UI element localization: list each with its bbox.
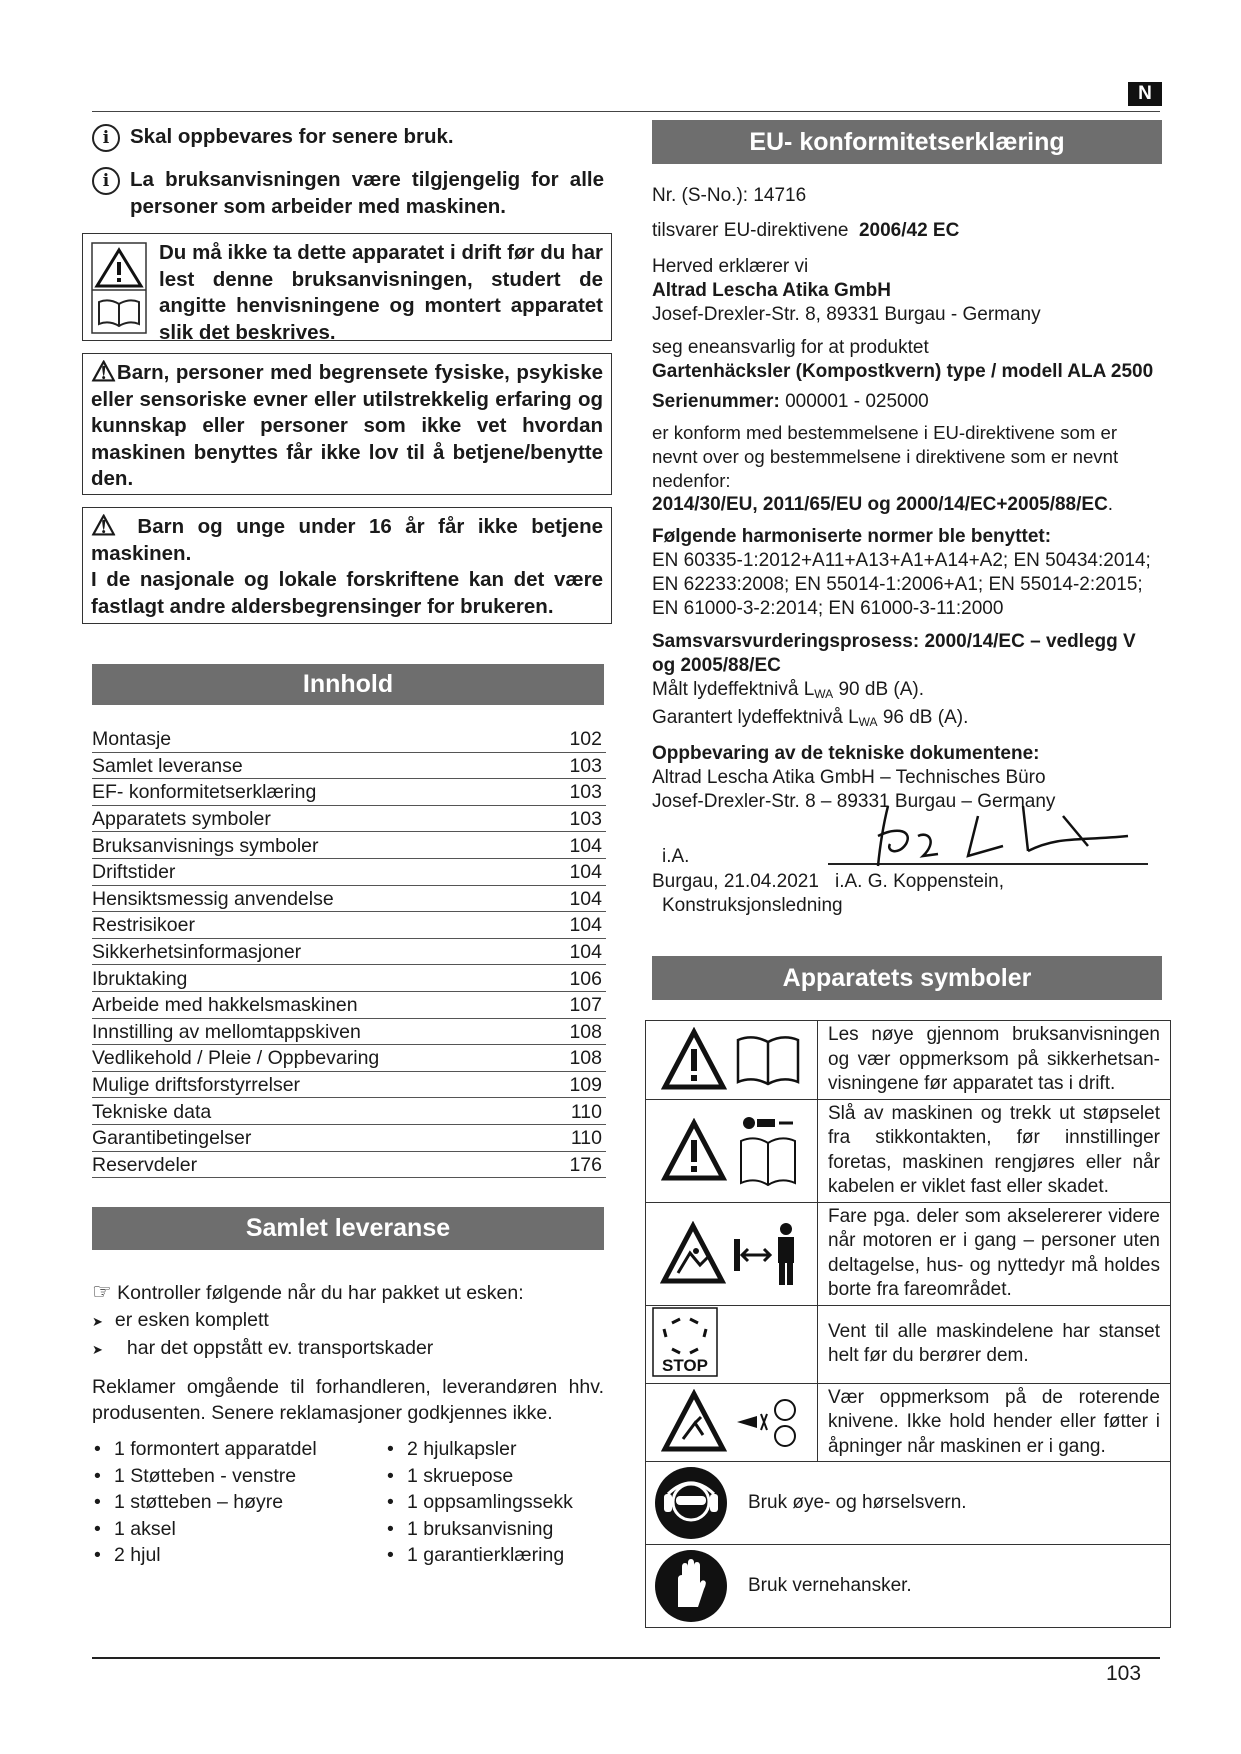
delivery-item-text: 1 formontert apparatdel [114, 1438, 317, 1460]
delivery-item [387, 1542, 637, 1569]
warning-triangle-icon: ⚠ [91, 356, 117, 387]
harmonized-line: EN 61000-3-2:2014; EN 61000-3-11:2000 [652, 598, 1004, 619]
contents-label: EF- konformitetserklæring [92, 779, 548, 806]
bullet-icon: • [94, 1517, 101, 1540]
contents-label: Arbeide med hakkelsmaskinen [92, 991, 548, 1018]
read-manual-icon [733, 1030, 803, 1090]
bullet-icon: • [387, 1544, 394, 1566]
contents-label: Driftstider [92, 858, 548, 885]
info-text-access: La bruksanvisningen være tilgjengelig for alle personer som arbeider med maskinen. [130, 168, 604, 218]
contents-row [92, 858, 606, 885]
company-address: Josef-Drexler-Str. 8, 89331 Burgau - Germany [652, 304, 1041, 325]
warning-triangle-icon [661, 1118, 727, 1184]
hand-pointer-icon: ☞ [92, 1279, 112, 1304]
harmonized-line: EN 62233:2008; EN 55014-1:2006+A1; EN 55014-2:2015; [652, 574, 1143, 595]
top-divider [92, 111, 1160, 112]
contents-page: 109 [548, 1071, 606, 1098]
delivery-item [387, 1489, 637, 1516]
bottom-divider [92, 1657, 1160, 1659]
contents-label: Ibruktaking [92, 965, 548, 992]
delivery-item-text: 1 bruksanvisning [407, 1517, 554, 1540]
symbol-row [646, 1462, 1171, 1545]
delivery-item [387, 1436, 637, 1463]
contents-label: Bruksanvisnings symboler [92, 832, 548, 859]
contents-row [92, 885, 606, 912]
symbol-row [646, 1202, 1171, 1305]
eye-ear-protection-icon [654, 1466, 728, 1540]
symbol-text: Vær oppmerksom på de roterende knivene. Ikke hold hender eller føtter i åpninger når maskinen er i gang. [818, 1383, 1171, 1462]
symbols-heading: Apparatets symboler [652, 956, 1162, 1000]
info-icon: i [92, 124, 120, 152]
measured-noise-prefix: Målt lydeffektnivå L [652, 679, 815, 700]
contents-row [92, 991, 606, 1018]
contents-row [92, 779, 606, 806]
conformity-procedure: Samsvarsvurderingsprosess: 2000/14/EC – vedlegg V og 2005/88/EC [652, 631, 1136, 676]
bullet-icon: • [94, 1544, 101, 1566]
symbol-row [646, 1305, 1171, 1383]
info-line-store [92, 123, 604, 152]
delivery-item-text: 1 støtteben – høyre [114, 1491, 284, 1513]
delivery-item [94, 1542, 384, 1569]
signatory-role: Konstruksjonsledning [662, 895, 843, 916]
contents-table [92, 726, 606, 1178]
bullet-icon: • [387, 1464, 394, 1487]
warning-box-age [82, 507, 612, 624]
warning-text-age: Barn og unge under 16 år får ikke betjene maskinen. [91, 515, 603, 565]
contents-page: 103 [548, 779, 606, 806]
contents-label: Apparatets symboler [92, 805, 548, 832]
flying-debris-warning-icon [660, 1221, 726, 1287]
serial-number-doc: Nr. (S-No.): 14716 [652, 185, 807, 206]
contents-row [92, 965, 606, 992]
delivery-item [387, 1463, 637, 1490]
eu-declaration-body: Nr. (S-No.): 14716 tilsvarer EU-direktivene 2006/42 EC Herved erklærer vi Altrad Lescha Atika GmbH Josef-Drexler-Str. 8, 89331 Burgau - Germany seg eneansvarlig for at produktet Gartenhäcksler (Kompostkvern) type / modell ALA 2500 Serienummer: 000001 - 025000 er konform med bestemmelsene i EU-direktivene som er nevnt over og bestemmelsene i direktivene som er nevnt nedenfor: 2014/30/EU, 2011/65/EU og 2000/14/EC+2005/88/EC. Følgende harmoniserte normer ble benyttet: EN 60335-1:2012+A11+A13+A1+A14+A2; EN 50434:2014; EN 62233:2008; EN 55014-1:2006+A1; EN 55014-2:2015; EN 61000-3-2:2014; EN 61000-3-11:2000 Samsvarsvurderingsprosess: 2000/14/EC – vedlegg V og 2005/88/EC Målt lydeffektnivå $L_{WA}$ 90 dB (A). Garantert lydeffektnivå $L_{WA}$ 96 dB (A). Oppbevaring av de tekniske dokumentene: Altrad Lescha Atika GmbH – Technisches Büro Josef-Drexler-Str. 8 – 89331 Burgau – Germany [652, 184, 1162, 814]
symbol-row [646, 1383, 1171, 1462]
warning-text-national-rules: I de nasjonale og lokale forskriftene kan det være fastlagt andre aldersbegrensinger for brukeren. [91, 568, 603, 618]
delivery-item-text: 1 oppsamlingssekk [407, 1491, 573, 1513]
bullet-icon: • [94, 1464, 101, 1487]
contents-row [92, 912, 606, 939]
symbol-icon-cell [646, 1383, 818, 1462]
symbol-row [646, 1099, 1171, 1202]
place-date: Burgau, 21.04.2021 [652, 871, 819, 892]
product-name: Gartenhäcksler (Kompostkvern) type / modell ALA 2500 [652, 361, 1154, 382]
contents-row [92, 1071, 606, 1098]
contents-label: Sikkerhetsinformasjoner [92, 938, 548, 965]
rotating-blades-warning-icon [661, 1389, 727, 1455]
info-text-store: Skal oppbevares for senere bruk. [130, 125, 454, 148]
delivery-item [94, 1516, 384, 1543]
symbol-wide-cell [646, 1545, 1171, 1628]
contents-row [92, 938, 606, 965]
delivery-item-text: 2 hjul [114, 1544, 161, 1566]
warning-box-children [82, 353, 612, 495]
eu-declaration-heading: EU- konformitetserklæring [652, 120, 1162, 164]
contents-heading: Innhold [92, 664, 604, 705]
contents-label: Innstilling av mellomtappskiven [92, 1018, 548, 1045]
conform-text: er konform med bestemmelsene i EU-direktivene som er nevnt over og bestemmelsene i direktivene som er nevnt nedenfor: [652, 422, 1119, 491]
delivery-item-text: 2 hjulkapsler [407, 1438, 517, 1460]
stop-label: STOP [662, 1355, 708, 1375]
symbol-icon-cell [646, 1202, 818, 1305]
symbol-text: Bruk vernehansker. [748, 1575, 912, 1596]
check-intro: Kontroller følgende når du har pakket ut esken: [117, 1282, 524, 1304]
delivery-item [94, 1463, 384, 1490]
contents-label: Mulige driftsforstyrrelser [92, 1071, 548, 1098]
arrow-bullet-icon: ➤ [92, 1314, 103, 1329]
contents-label: Garantibetingelser [92, 1124, 548, 1151]
bullet-icon: • [387, 1517, 394, 1540]
contents-page: 108 [548, 1045, 606, 1072]
contents-page: 103 [548, 805, 606, 832]
contents-row [92, 1045, 606, 1072]
symbol-text: Les nøye gjennom bruksanvisningen og vær oppmerksom på sikkerhetsan-visningene før apparatet tas i drift. [818, 1021, 1171, 1100]
contents-page: 104 [548, 938, 606, 965]
contents-page: 104 [548, 885, 606, 912]
warning-triangle-icon [661, 1027, 727, 1093]
symbol-text: Slå av maskinen og trekk ut støpselet fra stikkontakten, før innstillinger foretas, maskinen rengjøres eller når kabelen er viklet fast eller skadet. [818, 1099, 1171, 1202]
delivery-items-right [387, 1436, 637, 1569]
contents-label: Montasje [92, 726, 548, 752]
guaranteed-noise-prefix: Garantert lydeffektnivå L [652, 707, 859, 728]
subscript-wa: WA [814, 687, 834, 701]
contents-label: Reservdeler [92, 1151, 548, 1178]
contents-page: 110 [548, 1098, 606, 1125]
page-number: 103 [1106, 1662, 1142, 1685]
contents-page: 176 [548, 1151, 606, 1178]
symbols-table [645, 1020, 1171, 1628]
delivery-item [94, 1489, 384, 1516]
delivery-item [387, 1516, 637, 1543]
company-name: Altrad Lescha Atika GmbH [652, 280, 891, 301]
warning-book-icon [91, 242, 147, 334]
warning-box-read-manual [82, 233, 612, 344]
warning-triangle-icon: ⚠ [91, 510, 124, 541]
contents-row [92, 1124, 606, 1151]
contents-row [92, 832, 606, 859]
harmonized-line: EN 60335-1:2012+A11+A13+A1+A14+A2; EN 50434:2014; [652, 550, 1151, 571]
contents-row [92, 726, 606, 752]
bullet-icon: • [387, 1491, 394, 1513]
contents-row [92, 1018, 606, 1045]
symbol-icon-cell [646, 1021, 818, 1100]
stop-rotation-icon [652, 1307, 718, 1377]
check-item: har det oppstått ev. transportskader [126, 1337, 434, 1359]
delivery-item-text: 1 skruepose [407, 1464, 514, 1487]
contents-label: Tekniske data [92, 1098, 548, 1125]
delivery-items-left [94, 1436, 384, 1569]
harmonized-title: Følgende harmoniserte normer ble benyttet: [652, 526, 1052, 547]
delivery-item-text: 1 aksel [114, 1517, 176, 1540]
directive-value: 2006/42 EC [858, 220, 960, 241]
contents-page: 104 [548, 858, 606, 885]
arrow-bullet-icon: ➤ [92, 1342, 103, 1357]
symbol-row [646, 1545, 1171, 1628]
contents-page: 107 [548, 991, 606, 1018]
bullet-icon: • [94, 1491, 101, 1513]
symbol-icon-cell [646, 1099, 818, 1202]
unplug-manual-icon [733, 1111, 803, 1191]
warning-text-children: Barn, personer med begrensete fysiske, psykiske eller sensoriske evner eller utilstrekkelig erfaring og kunnskap eller personer som ikke vet hvordan maskinen benyttes får ikke lov til å betjene/benytte den. [91, 361, 603, 490]
bullet-icon: • [387, 1438, 394, 1460]
delivery-item-text: 1 garantierklæring [407, 1544, 565, 1566]
guaranteed-noise-value: 96 dB (A). [877, 707, 969, 728]
symbol-text: Fare pga. deler som akselererer videre når motoren er i gang – personer uten deltagelse, hus- og nyttedyr må holdes borte fra fareområdet. [818, 1202, 1171, 1305]
contents-row [92, 1098, 606, 1125]
contents-page: 104 [548, 832, 606, 859]
contents-label: Samlet leveranse [92, 752, 548, 779]
contents-page: 104 [548, 912, 606, 939]
herved-text: Herved erklærer vi [652, 256, 809, 277]
keep-distance-icon [732, 1219, 804, 1289]
contents-label: Vedlikehold / Pleie / Oppbevaring [92, 1045, 548, 1072]
delivery-heading: Samlet leveranse [92, 1207, 604, 1250]
language-badge: N [1128, 82, 1162, 106]
contents-page: 103 [548, 752, 606, 779]
protective-gloves-icon [654, 1549, 728, 1623]
contents-page: 102 [548, 726, 606, 752]
storage-line: Altrad Lescha Atika GmbH – Technisches Büro [652, 767, 1046, 788]
bullet-icon: • [94, 1438, 101, 1460]
symbol-row [646, 1021, 1171, 1100]
contents-row [92, 752, 606, 779]
check-item: er esken komplett [114, 1309, 269, 1331]
contents-row [92, 1151, 606, 1178]
storage-line: Josef-Drexler-Str. 8 – 89331 Burgau – Germany [652, 791, 1056, 812]
contents-label: Restrisikoer [92, 912, 548, 939]
signature-image [828, 796, 1168, 876]
signatory-name: i.A. G. Koppenstein, [835, 871, 1004, 892]
info-icon: i [92, 167, 120, 195]
contents-page: 108 [548, 1018, 606, 1045]
responsibility-text: seg eneansvarlig for at produktet [652, 337, 929, 358]
contents-page: 106 [548, 965, 606, 992]
contents-row [92, 805, 606, 832]
serial-label: Serienummer: [652, 391, 780, 412]
conform-directives: 2014/30/EU, 2011/65/EU og 2000/14/EC+2005/88/EC [652, 494, 1108, 515]
storage-title: Oppbevaring av de tekniske dokumentene: [652, 743, 1040, 764]
complaint-text: Reklamer omgående til forhandleren, leverandøren hhv. produsenten. Senere reklamasjoner godkjennes ikke. [92, 1376, 604, 1424]
delivery-item-text: 1 Støtteben - venstre [114, 1464, 297, 1487]
delivery-check-block [92, 1278, 604, 1363]
symbol-text: Bruk øye- og hørselsvern. [748, 1492, 967, 1513]
contents-label: Hensiktsmessig anvendelse [92, 885, 548, 912]
delivery-item [94, 1436, 384, 1463]
info-line-access [92, 166, 604, 220]
ia-label: i.A. [662, 846, 690, 867]
serial-value: 000001 - 025000 [785, 391, 929, 412]
symbol-text: Vent til alle maskindelene har stanset helt før du berører dem. [818, 1305, 1171, 1383]
directive-label: tilsvarer EU-direktivene [652, 220, 849, 241]
hand-blade-icon [733, 1392, 803, 1452]
contents-page: 110 [548, 1124, 606, 1151]
symbol-icon-cell [646, 1305, 818, 1383]
subscript-wa: WA [858, 715, 878, 729]
warning-text-read-manual: Du må ikke ta dette apparatet i drift før du har lest denne bruksanvisningen, studert de angitte henvisningene og montert apparatet slik det beskrives. [159, 241, 603, 344]
symbol-wide-cell [646, 1462, 1171, 1545]
measured-noise-value: 90 dB (A). [833, 679, 925, 700]
